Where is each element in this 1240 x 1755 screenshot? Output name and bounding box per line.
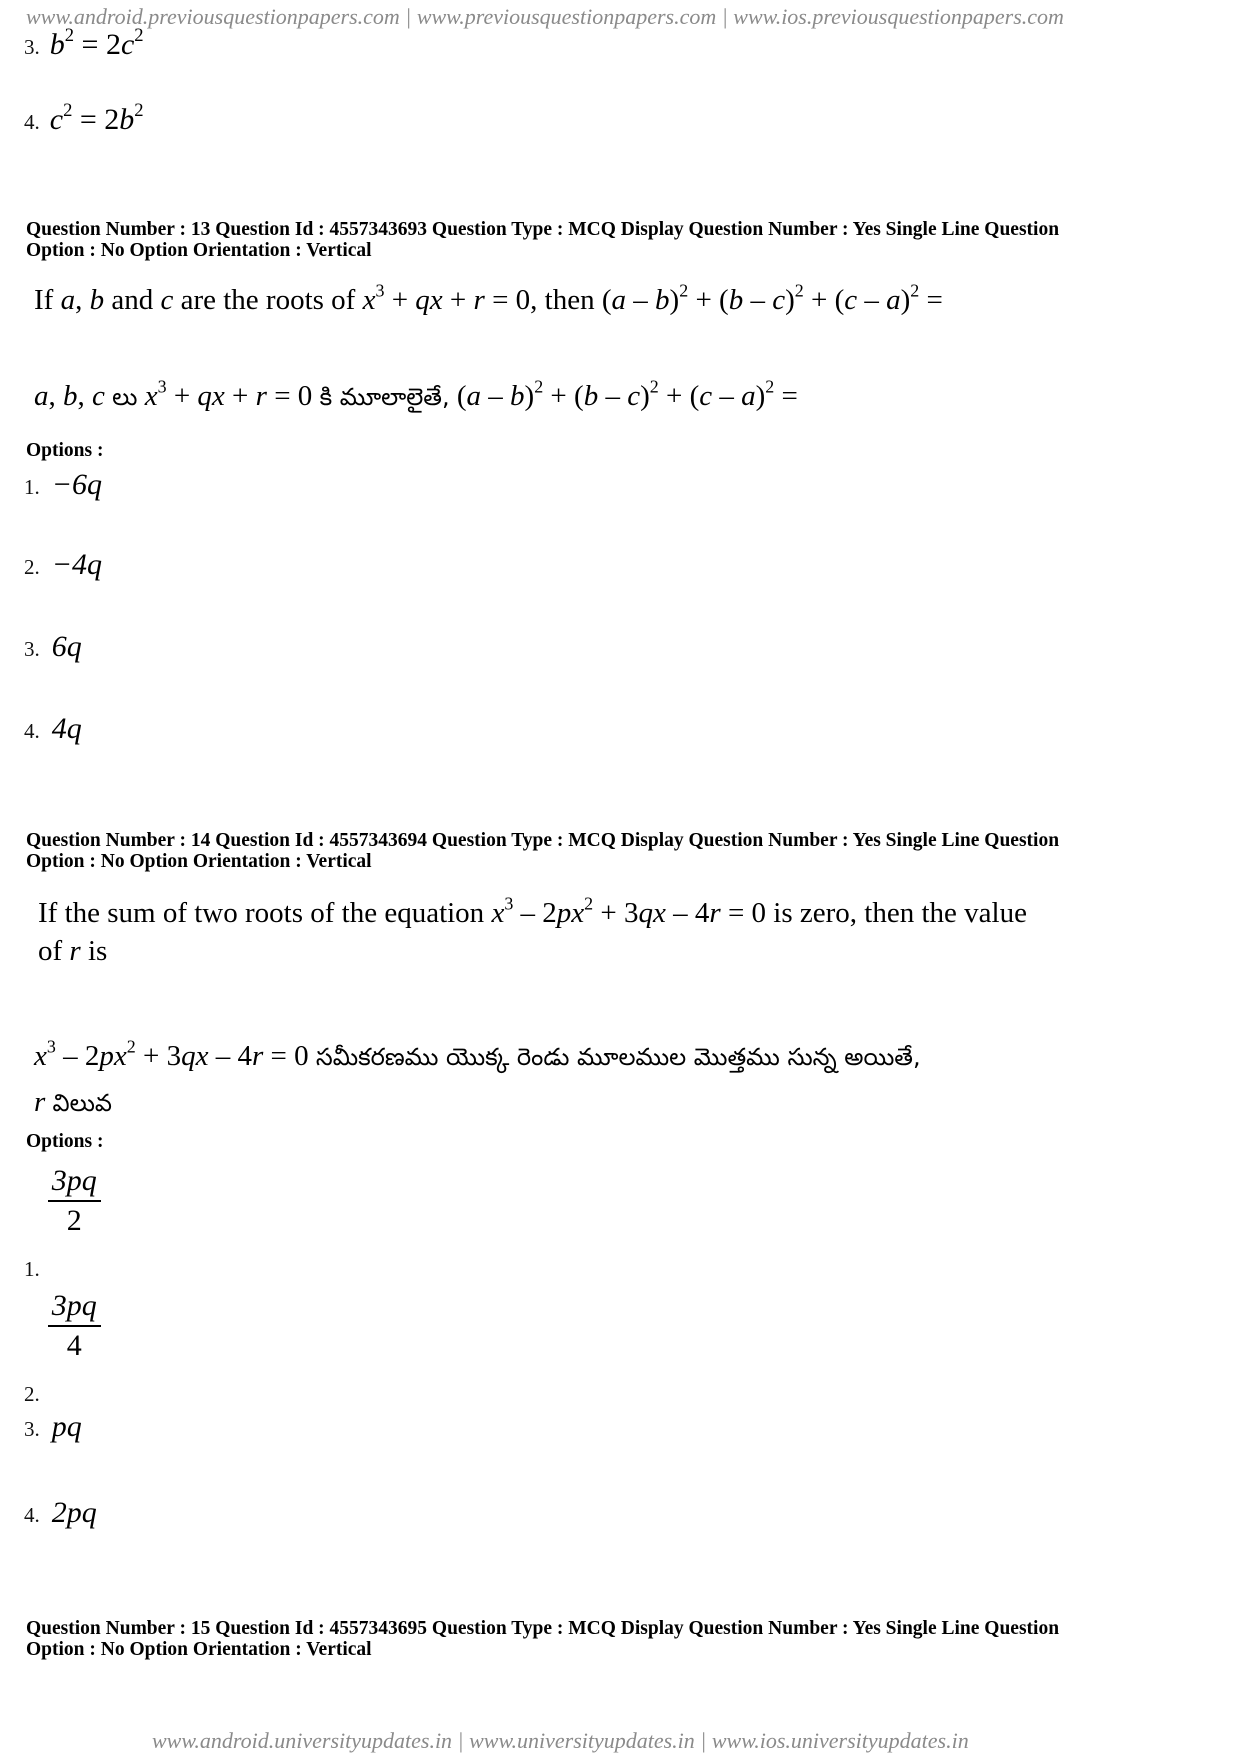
option-number: 3. (24, 637, 40, 661)
header-watermark: www.android.previousquestionpapers.com | www.previousquestionpapers.com | www.ios.previousquestionpapers.com (26, 4, 1064, 29)
question-14-english: If the sum of two roots of the equation $x^3 - 2px^2 + 3qx - 4r = 0$ is zero, then the value of r is (38, 893, 1027, 967)
question-15-meta (26, 1618, 1216, 1660)
question-14-option-4 (24, 1496, 97, 1530)
question-14-option-3 (24, 1410, 82, 1444)
meta-line-1: Question Number : 14 Question Id : 4557343694 Question Type : MCQ Display Question Number : Yes Single Line Question (26, 830, 1060, 851)
option-value: 4q (51, 712, 82, 745)
meta-line-1: Question Number : 15 Question Id : 4557343695 Question Type : MCQ Display Question Number : Yes Single Line Question (26, 1618, 1060, 1639)
fraction-numerator: 3pq (48, 1164, 101, 1202)
option-fraction (48, 1289, 101, 1363)
option-number: 2. (24, 1382, 40, 1406)
question-13-telugu: a, b, c లు $x^3$ + qx + r = 0 కి మూలాలైతే, (a – b)$^2$ + (b – c)$^2$ + (c – a)$^2$ = (34, 376, 798, 412)
option-number: 3. (24, 35, 40, 59)
fraction-denominator: 4 (66, 1329, 82, 1362)
question-13-option-1 (24, 468, 102, 502)
prev-option-4 (24, 99, 144, 137)
option-number: 2. (24, 555, 40, 579)
option-value: 6q (51, 630, 82, 663)
meta-line-2: Option : No Option Orientation : Vertical (26, 851, 372, 872)
option-number: 3. (24, 1417, 40, 1441)
question-14-telugu: $x^3 - 2px^2 + 3qx - 4r = 0$ సమీకరణము యొక్క రెండు మూలముల మొత్తము సున్న అయితే, r విలువ (34, 1036, 921, 1118)
question-13-meta (26, 219, 1216, 261)
option-value: $c^2 = 2b^2$ (49, 99, 144, 136)
question-13-english: If a, b and c are the roots of $x^3$ + qx + r = 0, then (a – b)$^2$ + (b – c)$^2$ + (c – a)$^2$ = (34, 280, 943, 316)
option-number: 4. (24, 719, 40, 743)
question-13-option-3 (24, 630, 82, 664)
option-value: −6q (51, 468, 102, 501)
fraction-numerator: 3pq (48, 1289, 101, 1327)
meta-line-2: Option : No Option Orientation : Vertical (26, 1639, 372, 1660)
meta-line-1: Question Number : 13 Question Id : 4557343693 Question Type : MCQ Display Question Number : Yes Single Line Question (26, 219, 1060, 240)
question-13-options-label: Options : (26, 440, 104, 461)
footer-watermark: www.android.universityupdates.in | www.universityupdates.in | www.ios.universityupdates.in (152, 1728, 969, 1753)
option-value: 2pq (51, 1496, 97, 1529)
option-value: $b^2 = 2c^2$ (49, 24, 144, 61)
option-value: pq (51, 1410, 82, 1443)
option-number: 1. (24, 475, 40, 499)
question-14-options-label: Options : (26, 1131, 104, 1152)
prev-option-3 (24, 24, 144, 62)
question-14-option-1 (24, 1164, 101, 1282)
question-13-option-2 (24, 548, 102, 582)
question-14-option-2 (24, 1289, 101, 1407)
question-14-meta (26, 830, 1216, 872)
meta-line-2: Option : No Option Orientation : Vertical (26, 240, 372, 261)
option-number: 4. (24, 110, 40, 134)
option-number: 1. (24, 1257, 40, 1281)
option-fraction (48, 1164, 101, 1238)
option-number: 4. (24, 1503, 40, 1527)
fraction-denominator: 2 (66, 1204, 82, 1237)
question-13-option-4 (24, 712, 82, 746)
option-value: −4q (51, 548, 102, 581)
